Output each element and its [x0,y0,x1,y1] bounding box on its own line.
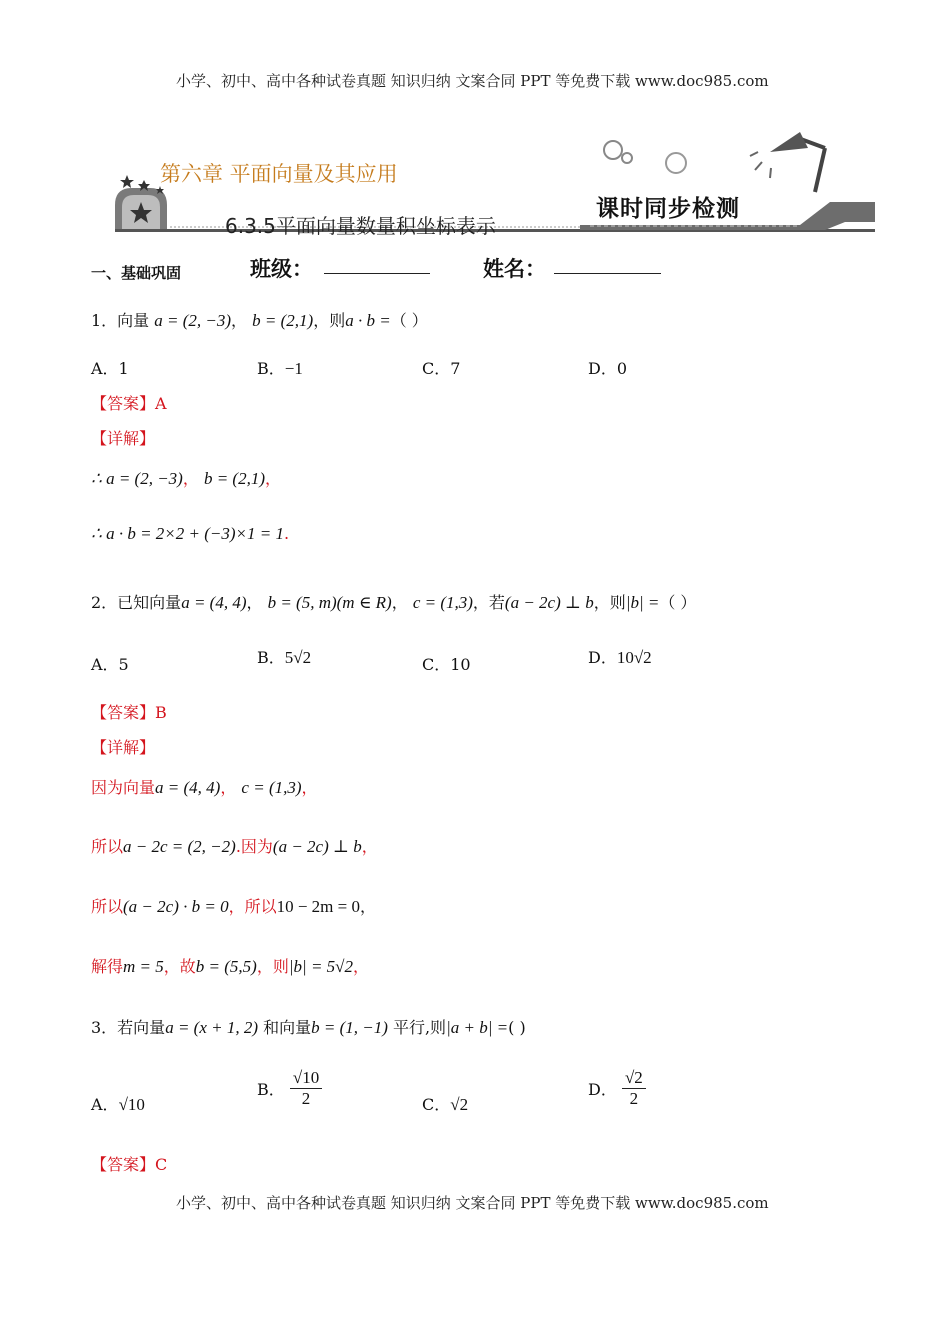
q2-option-c: C．10 [422,655,471,674]
q3-option-b-numerator: √10 [290,1068,322,1089]
q3-option-b-fraction [290,1068,322,1109]
q1-stem [91,308,428,331]
q2-line1-a: 因为向量 [91,778,156,797]
q2-line1-b: a = (4, 4) [155,778,221,797]
q2-cond: (a − 2c) ⊥ b [504,593,594,612]
q3-option-c-label: C． [422,1095,451,1114]
q2-option-d-value: 10√2 [616,648,652,667]
q1-then: ，则 [313,311,346,330]
banner [110,130,880,240]
q3-option-a-value: √10 [118,1095,145,1114]
q1-option-b-value: −1 [284,359,303,378]
q2-line2-d: (a − 2c) ⊥ b [272,837,362,856]
q2-line4-a: 解得 [91,957,124,976]
q2-line1: 因为向量a = (4, 4)， c = (1,3)， [91,778,318,797]
q3-vec-b: b = (1, −1) [311,1018,388,1037]
q2-option-a: A．5 [91,655,129,674]
q2-line3-a: 所以 [91,897,124,916]
q2-line4: 解得m = 5，故b = (5,5)，则|b| = 5√2， [91,957,370,976]
q2-num: 2．已知向量 [91,593,182,612]
q2-line4-f: |b| = 5√2 [288,957,353,976]
q2-line3-d: 10 − 2m = 0 [276,897,360,916]
class-blank [324,273,430,274]
q3-option-c-value: √2 [450,1095,469,1114]
q1-num: 1．向量 [91,311,150,330]
q1-expr: a · b = [345,311,391,330]
q3-paren: ( ) [508,1018,526,1037]
name-blank [554,273,661,274]
q3-parallel: 平行,则 [392,1018,447,1037]
q2-if: ，若 [472,593,505,612]
q2-detail-label: 【详解】 [91,738,156,757]
q3-num: 3．若向量 [91,1018,166,1037]
q2-line4-d: b = (5,5) [195,957,257,976]
q1-step2-end: . [283,524,290,543]
q3-option-a-label: A． [91,1095,119,1114]
q2-abs: |b| = [625,593,660,612]
q1-detail-label: 【详解】 [91,429,156,448]
q3-vec-a: a = (x + 1, 2) [165,1018,258,1037]
q2-line3: 所以(a − 2c) · b = 0，所以10 − 2m = 0， [91,897,377,916]
class-label: 班级： [250,257,313,281]
stamp-label: 课时同步检测 [596,195,740,222]
section-title: 6.3.5平面向量数量积坐标表示 [225,214,496,238]
q1-option-c: C．7 [422,359,461,378]
q2-line3-b: (a − 2c) · b = 0 [123,897,229,916]
q2-vec-c: c = (1,3) [412,593,473,612]
name-label: 姓名： [483,257,546,281]
q3-option-a [91,1092,145,1115]
q1-option-d: D．0 [588,359,628,378]
q2-line4-b: m = 5 [123,957,164,976]
watermark-top: 小学、初中、高中各种试卷真题 知识归纳 文案合同 PPT 等免费下载 www.doc985.com [176,72,769,90]
q1-step1-a: ∴ a = (2, −3) [91,469,183,488]
q2-stem: 2．已知向量a = (4, 4)， b = (5, m)(m ∈ R)， c = (1,3)，若(a − 2c) ⊥ b，则|b| =（ ） [91,593,697,612]
q3-option-d-denominator: 2 [629,1089,639,1108]
q2-option-d [588,645,652,668]
q2-vec-a: a = (4, 4) [181,593,247,612]
q1-step2-expr: ∴ a · b = 2×2 + (−3)×1 = 1 [91,524,284,543]
q3-option-d-numerator: √2 [622,1068,646,1089]
q1-vec-a: a = (2, −3) [154,311,232,330]
q1-option-b-label: B． [257,359,285,378]
q2-option-d-label: D． [588,648,617,667]
q2-line3-c: ，所以 [228,897,277,916]
q3-option-b [257,1068,322,1109]
q2-line2-b: a − 2c = (2, −2) [123,837,236,856]
q1-step2 [91,524,289,544]
q1-step1: ∴ a = (2, −3)， b = (2,1)， [91,469,282,488]
q2-option-b [257,645,311,668]
q2-line4-c: ，故 [163,957,196,976]
q3-option-b-label: B． [257,1080,285,1099]
q3-option-d-fraction [622,1068,646,1109]
chapter-title: 第六章 平面向量及其应用 [160,162,398,186]
q3-option-c [422,1092,468,1115]
q1-answer: 【答案】A [91,394,167,413]
q3-abs: |a + b| = [446,1018,509,1037]
watermark-bottom: 小学、初中、高中各种试卷真题 知识归纳 文案合同 PPT 等免费下载 www.doc985.com [176,1194,769,1212]
q2-line4-e: ，则 [256,957,289,976]
q2-line2-c: .因为 [235,837,273,856]
q1-step1-c: ， [265,469,282,488]
q2-line2-a: 所以 [91,837,124,856]
q3-answer: 【答案】C [91,1155,168,1174]
q1-option-a: A．1 [91,359,129,378]
q3-option-d [588,1068,646,1109]
q1-paren: （ ） [390,311,428,330]
q2-then: ，则 [593,593,626,612]
q2-answer: 【答案】B [91,703,167,722]
q3-and: 和向量 [263,1018,312,1037]
q1-sep: ， [231,311,248,330]
q2-line1-c: c = (1,3) [241,778,302,797]
q2-option-b-label: B． [257,648,285,667]
q1-option-b [257,356,303,379]
q2-line2: 所以a − 2c = (2, −2).因为(a − 2c) ⊥ b， [91,837,378,856]
q1-vec-b: b = (2,1) [252,311,314,330]
q3-option-d-label: D． [588,1080,617,1099]
q1-step1-b: b = (2,1) [203,469,265,488]
q2-vec-b: b = (5, m)(m ∈ R) [267,593,392,612]
part-heading: 一、基础巩固 [91,264,182,282]
q2-option-b-value: 5√2 [284,648,312,667]
q2-paren: （ ） [659,593,697,612]
q3-option-b-denominator: 2 [301,1089,311,1108]
q3-stem [91,1015,526,1038]
